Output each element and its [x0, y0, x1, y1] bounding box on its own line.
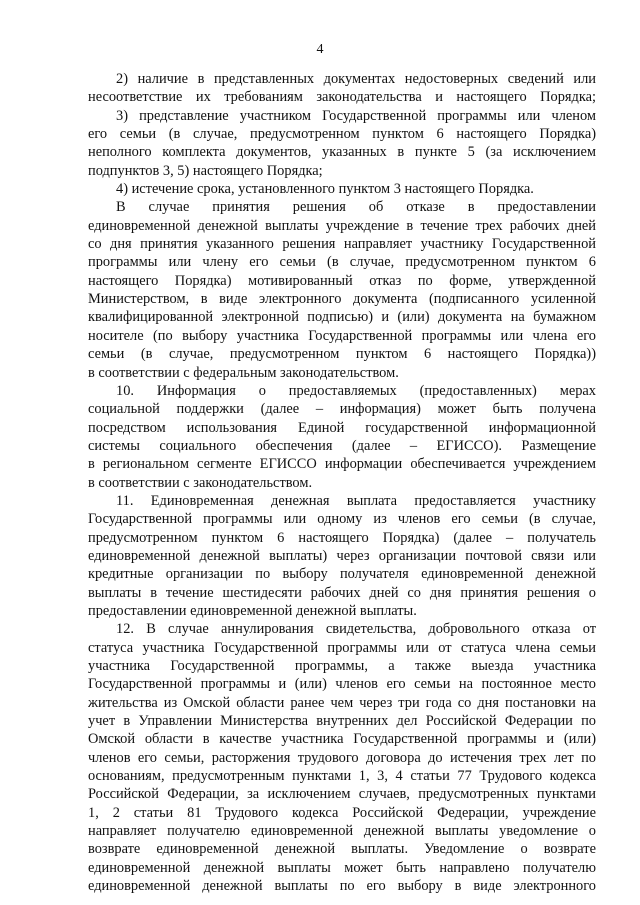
paragraph-p12 — [88, 620, 596, 895]
paragraph-line: учет в Управлении Министерства внутренних дел Российской Федерации по — [88, 713, 596, 730]
paragraph-line: возврате единовременной денежной выплаты. Уведомление о возврате — [88, 841, 596, 858]
paragraph-line: посредством использования Единой государственной информационной — [88, 419, 596, 436]
paragraph-p2 — [88, 70, 596, 107]
paragraph-line: 11. Единовременная денежная выплата предоставляется участнику — [116, 492, 596, 509]
paragraph-p-refusal — [88, 198, 596, 381]
paragraph-line: его семьи (в случае, предусмотренном пунктом 6 настоящего Порядка) — [88, 126, 596, 143]
paragraph-line: неполного комплекта документов, указанных в пункте 5 (за исключением — [88, 144, 596, 161]
paragraph-line: 1, 2 статьи 81 Трудового кодекса Российской Федерации, учреждение — [88, 804, 596, 821]
paragraph-line: в региональном сегменте ЕГИССО информации обеспечивается учреждением — [88, 456, 596, 473]
paragraph-line: кредитные организации по выбору получателя единовременной денежной — [88, 566, 596, 583]
paragraph-line: 10. Информация о предоставляемых (предоставленных) мерах — [116, 382, 596, 399]
paragraph-line: предусмотренном пунктом 6 настоящего Порядка) (далее – получатель — [88, 529, 596, 546]
paragraph-line: 2) наличие в представленных документах недостоверных сведений или — [116, 71, 596, 87]
paragraph-line: Министерством, в виде электронного документа (подписанного усиленной — [88, 291, 596, 308]
paragraph-line: основаниям, предусмотренным пунктами 1, 3, 4 статьи 77 Трудового кодекса — [88, 768, 596, 785]
paragraph-line: единовременной денежной выплаты по его выбору в виде электронного — [88, 878, 596, 895]
paragraph-line: со дня принятия указанного решения направляет участнику Государственной — [88, 236, 596, 253]
page-number: 4 — [316, 42, 324, 57]
paragraph-p10 — [88, 382, 596, 492]
paragraph-line: направляет получателю единовременной денежной выплаты уведомление о — [88, 823, 596, 840]
paragraph-line: в соответствии с федеральным законодательством. — [88, 364, 399, 381]
paragraph-line: несоответствие их требованиям законодательства и настоящего Порядка; — [88, 89, 596, 106]
paragraph-line: единовременной денежной выплаты учреждение в течение трех рабочих дней — [88, 217, 596, 234]
paragraph-line: квалифицированной электронной подписью) и (или) документа на бумажном — [88, 309, 596, 326]
paragraph-line: носителе (по выбору участника Государственной программы или члена его — [88, 327, 596, 344]
paragraph-line: жительства из Омской области ранее чем через три года со дня постановки на — [88, 694, 596, 711]
paragraph-line: Российской Федерации, за исключением случаев, предусмотренных пунктами — [88, 786, 596, 803]
paragraph-line: Государственной программы или одному из членов его семьи (в случае, — [88, 511, 596, 528]
paragraph-line: семьи (в случае, предусмотренном пунктом 6 настоящего Порядка)) — [88, 346, 596, 363]
paragraph-line: 3) представление участником Государственной программы или членом — [116, 107, 596, 124]
paragraph-line: статуса участника Государственной программы или от статуса члена семьи — [88, 639, 596, 656]
paragraph-line: 4) истечение срока, установленного пунктом 3 настоящего Порядка. — [116, 181, 534, 198]
paragraph-line: системы социального обеспечения (далее – ЕГИССО). Размещение — [88, 437, 596, 454]
paragraph-line: Омской области в качестве участника Государственной программы и (или) — [88, 731, 596, 748]
paragraph-line: В случае принятия решения об отказе в предоставлении — [116, 199, 596, 216]
paragraph-line: единовременной денежной выплаты) через организации почтовой связи или — [88, 547, 596, 564]
paragraph-line: настоящего Порядка) мотивированный отказ по форме, утвержденной — [88, 272, 596, 289]
paragraph-line: 12. В случае аннулирования свидетельства, добровольного отказа от — [116, 621, 596, 638]
paragraph-line: Государственной программы и (или) членов его семьи на постоянное место — [88, 676, 596, 693]
paragraph-p4 — [88, 180, 596, 198]
paragraph-p11 — [88, 492, 596, 620]
paragraph-line: программы или члену его семьи (в случае, предусмотренном пунктом 6 — [88, 254, 596, 271]
paragraph-line: предоставлении единовременной денежной выплаты. — [88, 602, 417, 619]
paragraph-line: социальной поддержки (далее – информация) может быть получена — [88, 401, 596, 418]
paragraph-line: членов его семьи, расторжения трудового договора до истечения трех лет по — [88, 749, 596, 766]
paragraph-p3 — [88, 107, 596, 180]
paragraph-line: подпунктов 3, 5) настоящего Порядка; — [88, 162, 323, 179]
paragraph-line: единовременной денежной выплаты может быть направлено получателю — [88, 859, 596, 876]
document-body — [88, 70, 596, 895]
paragraph-line: в соответствии с законодательством. — [88, 474, 313, 491]
paragraph-line: выплаты в течение шестидесяти рабочих дней со дня принятия решения о — [88, 584, 596, 601]
paragraph-line: участника Государственной программы, а также выезда участника — [88, 658, 596, 674]
